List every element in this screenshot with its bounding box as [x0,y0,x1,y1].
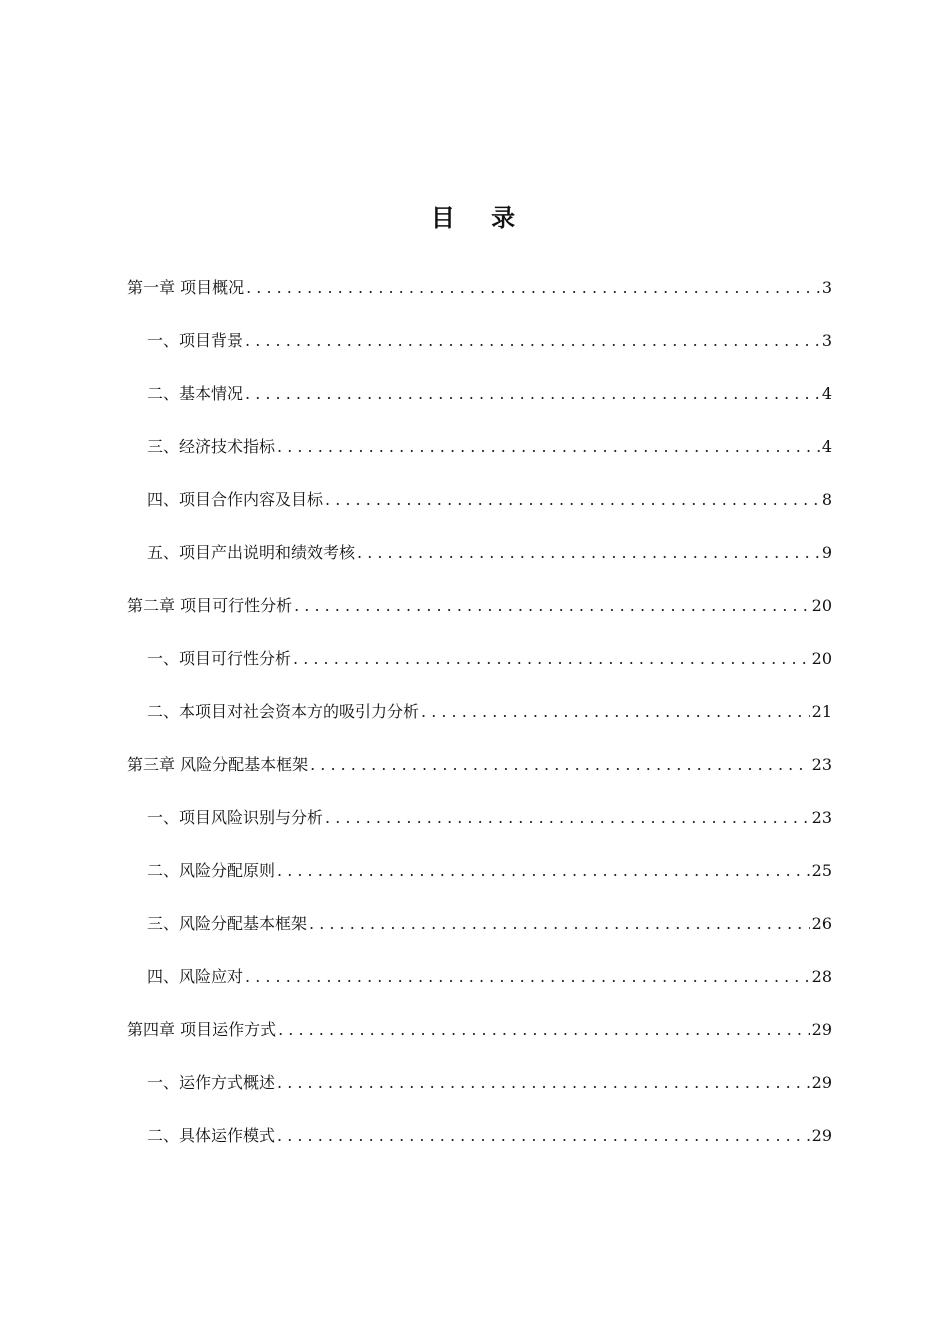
toc-entry-page: 29 [811,1020,832,1039]
toc-entry-label: 五、项目产出说明和绩效考核 [147,543,356,562]
toc-dot-leader [245,323,820,359]
toc-entry-section[interactable] [127,800,832,853]
toc-entry-label: 二、风险分配原则 [147,861,276,880]
toc-entry-page: 21 [811,702,832,721]
toc-dot-leader [277,853,810,889]
toc-entry-label: 一、项目背景 [147,331,244,350]
toc-entry-chapter-2[interactable] [127,588,832,641]
toc-entry-page: 28 [811,967,832,986]
toc-list [127,270,832,1171]
toc-entry-page: 20 [811,596,832,615]
toc-entry-section[interactable] [127,694,832,747]
toc-entry-label: 第三章 风险分配基本框架 [127,755,309,774]
toc-dot-leader [277,1065,810,1101]
toc-dot-leader [278,1012,810,1048]
toc-entry-label: 四、项目合作内容及目标 [147,490,324,509]
toc-entry-page: 9 [821,543,832,562]
toc-entry-page: 20 [811,649,832,668]
toc-entry-page: 23 [811,755,832,774]
toc-entry-page: 26 [811,914,832,933]
toc-entry-page: 3 [821,331,832,350]
toc-entry-label: 二、本项目对社会资本方的吸引力分析 [147,702,420,721]
toc-entry-section[interactable] [127,482,832,535]
toc-entry-label: 第一章 项目概况 [127,278,245,297]
toc-entry-label: 二、基本情况 [147,384,244,403]
toc-dot-leader [245,959,810,995]
toc-dot-leader [246,270,820,306]
toc-entry-label: 第四章 项目运作方式 [127,1020,277,1039]
toc-entry-section[interactable] [127,429,832,482]
toc-entry-page: 25 [811,861,832,880]
toc-entry-label: 一、项目风险识别与分析 [147,808,324,827]
toc-dot-leader [293,641,810,677]
toc-entry-section[interactable] [127,323,832,376]
toc-entry-page: 4 [821,437,832,456]
toc-entry-label: 二、具体运作模式 [147,1126,276,1145]
toc-entry-label: 三、风险分配基本框架 [147,914,308,933]
toc-entry-chapter-3[interactable] [127,747,832,800]
toc-entry-label: 三、经济技术指标 [147,437,276,456]
toc-entry-page: 3 [821,278,832,297]
toc-entry-chapter-1[interactable] [127,270,832,323]
toc-entry-page: 29 [811,1073,832,1092]
toc-entry-label: 四、风险应对 [147,967,244,986]
toc-entry-section[interactable] [127,959,832,1012]
toc-entry-section[interactable] [127,1065,832,1118]
toc-entry-section[interactable] [127,906,832,959]
toc-entry-section[interactable] [127,1118,832,1171]
toc-entry-section[interactable] [127,641,832,694]
toc-entry-page: 29 [811,1126,832,1145]
toc-entry-page: 23 [811,808,832,827]
toc-entry-section[interactable] [127,535,832,588]
toc-entry-chapter-4[interactable] [127,1012,832,1065]
toc-dot-leader [277,429,820,465]
toc-dot-leader [309,906,810,942]
toc-dot-leader [421,694,810,730]
toc-dot-leader [294,588,810,624]
toc-entry-section[interactable] [127,853,832,906]
toc-dot-leader [310,747,810,783]
toc-entry-page: 8 [821,490,832,509]
toc-dot-leader [325,800,810,836]
toc-dot-leader [277,1118,810,1154]
toc-entry-page: 4 [821,384,832,403]
toc-entry-label: 一、项目可行性分析 [147,649,292,668]
toc-entry-label: 一、运作方式概述 [147,1073,276,1092]
toc-dot-leader [245,376,820,412]
toc-entry-label: 第二章 项目可行性分析 [127,596,293,615]
toc-dot-leader [325,482,820,518]
toc-entry-section[interactable] [127,376,832,429]
toc-dot-leader [357,535,820,571]
toc-title: 目 录 [430,204,530,232]
